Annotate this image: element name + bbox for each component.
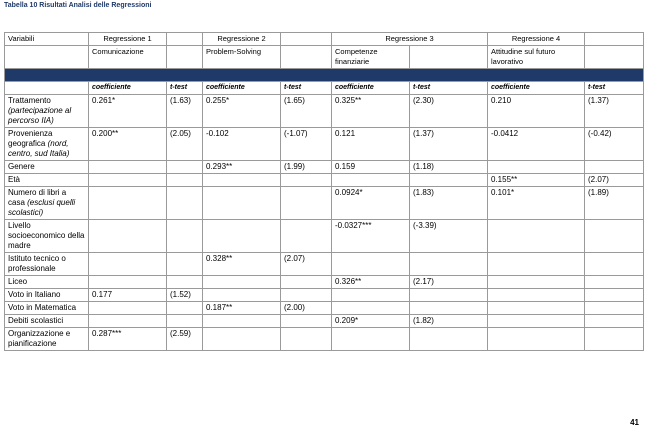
- variable-label: [5, 328, 89, 351]
- t-label-1: t-test: [167, 82, 203, 95]
- t-test-cell: [281, 289, 332, 302]
- t-test-cell: [167, 276, 203, 289]
- reg4-header: Regressione 4: [488, 33, 585, 46]
- table-row: [5, 315, 644, 328]
- coefficient-cell: 0.210: [488, 95, 585, 128]
- table-row: [5, 302, 644, 315]
- t-test-cell: [167, 315, 203, 328]
- variable-label: [5, 95, 89, 128]
- t-test-cell: [281, 315, 332, 328]
- subheader-row: [5, 46, 644, 69]
- coefficient-cell: 0.121: [332, 128, 410, 161]
- coefficient-cell: [332, 174, 410, 187]
- variable-name: Voto in Italiano: [8, 290, 61, 299]
- t-test-cell: (1.89): [585, 187, 644, 220]
- reg1-header: Regressione 1: [89, 33, 167, 46]
- coefficient-cell: [89, 187, 167, 220]
- variable-label: [5, 315, 89, 328]
- t-test-cell: [281, 328, 332, 351]
- coefficient-cell: 0.209*: [332, 315, 410, 328]
- t-test-cell: [167, 220, 203, 253]
- t-test-cell: [281, 187, 332, 220]
- coefficient-cell: [488, 315, 585, 328]
- coefficient-cell: [203, 174, 281, 187]
- table-caption: Tabella 10 Risultati Analisi delle Regressioni: [4, 2, 152, 9]
- coefficient-cell: -0.0412: [488, 128, 585, 161]
- coefficient-cell: [89, 302, 167, 315]
- t-test-cell: (1.37): [585, 95, 644, 128]
- variable-note: (esclusi quelli scolastici): [8, 198, 76, 217]
- t-test-cell: [281, 276, 332, 289]
- variable-label: [5, 276, 89, 289]
- table-row: [5, 220, 644, 253]
- table-row: [5, 276, 644, 289]
- t-test-cell: (-1.07): [281, 128, 332, 161]
- variable-name: Debiti scolastici: [8, 316, 64, 325]
- t-test-cell: (1.99): [281, 161, 332, 174]
- t-test-cell: [585, 302, 644, 315]
- variable-name: Liceo: [8, 277, 28, 286]
- variable-name: Genere: [8, 162, 35, 171]
- t-test-cell: [410, 253, 488, 276]
- t-test-cell: (1.37): [410, 128, 488, 161]
- coefficient-cell: 0.177: [89, 289, 167, 302]
- variable-name: Livello socioeconomico della madre: [8, 221, 85, 250]
- t-test-cell: (-3.39): [410, 220, 488, 253]
- coefficient-cell: 0.200**: [89, 128, 167, 161]
- variable-note: (partecipazione al percorso IIA): [8, 106, 72, 125]
- coef-label-4: coefficiente: [488, 82, 585, 95]
- header-band: [5, 69, 644, 82]
- coefficient-cell: 0.261*: [89, 95, 167, 128]
- table-row: [5, 187, 644, 220]
- t-test-cell: (2.07): [585, 174, 644, 187]
- coefficient-cell: [203, 276, 281, 289]
- variable-note: (nord, centro, sud Italia): [8, 139, 70, 158]
- coefficient-cell: [89, 174, 167, 187]
- t-test-cell: [167, 253, 203, 276]
- coefficient-cell: [89, 253, 167, 276]
- coefficient-cell: [203, 187, 281, 220]
- variable-name: Numero di libri a casa: [8, 188, 67, 207]
- coef-label-2: coefficiente: [203, 82, 281, 95]
- variable-label: [5, 174, 89, 187]
- variable-name: Provenienza geografica: [8, 129, 53, 148]
- t-test-cell: [410, 328, 488, 351]
- coefficient-cell: [203, 315, 281, 328]
- t-test-cell: [585, 315, 644, 328]
- t-label-4: t-test: [585, 82, 644, 95]
- t-test-cell: (-0.42): [585, 128, 644, 161]
- coefficient-cell: [89, 315, 167, 328]
- variable-name: Trattamento: [8, 96, 51, 105]
- t-test-cell: [281, 220, 332, 253]
- table-row: [5, 174, 644, 187]
- reg2-header: Regressione 2: [203, 33, 281, 46]
- t-test-cell: [585, 328, 644, 351]
- coefficient-cell: [332, 253, 410, 276]
- variable-label: [5, 302, 89, 315]
- coefficient-cell: [332, 328, 410, 351]
- t-test-cell: [585, 289, 644, 302]
- variable-label: [5, 220, 89, 253]
- variables-header: Variabili: [5, 33, 89, 46]
- coefficient-cell: [203, 328, 281, 351]
- page-number: 41: [630, 418, 639, 427]
- t-label-2: t-test: [281, 82, 332, 95]
- coefficient-cell: 0.187**: [203, 302, 281, 315]
- coefficient-cell: [488, 289, 585, 302]
- coefficient-cell: [332, 302, 410, 315]
- t-test-cell: (1.82): [410, 315, 488, 328]
- coefficient-cell: [488, 220, 585, 253]
- t-test-cell: [410, 289, 488, 302]
- t-test-cell: (1.65): [281, 95, 332, 128]
- variable-label: [5, 253, 89, 276]
- t-label-3: t-test: [410, 82, 488, 95]
- table-row: [5, 161, 644, 174]
- t-test-cell: (1.63): [167, 95, 203, 128]
- t-test-cell: [585, 253, 644, 276]
- coefficient-cell: [203, 289, 281, 302]
- coefficient-cell: [89, 220, 167, 253]
- t-test-cell: (2.30): [410, 95, 488, 128]
- reg4-subtitle: Attitudine sul futuro lavorativo: [488, 46, 585, 69]
- variable-label: [5, 187, 89, 220]
- coef-label-row: [5, 82, 644, 95]
- t-test-cell: [585, 161, 644, 174]
- coefficient-cell: 0.0924*: [332, 187, 410, 220]
- t-test-cell: [410, 174, 488, 187]
- t-test-cell: [585, 276, 644, 289]
- coefficient-cell: [488, 328, 585, 351]
- t-test-cell: [167, 302, 203, 315]
- coefficient-cell: 0.328**: [203, 253, 281, 276]
- reg1-subtitle: Comunicazione: [89, 46, 167, 69]
- t-test-cell: (2.59): [167, 328, 203, 351]
- coefficient-cell: 0.325**: [332, 95, 410, 128]
- t-test-cell: [167, 187, 203, 220]
- variable-name: Istituto tecnico o professionale: [8, 254, 66, 273]
- coefficient-cell: -0.102: [203, 128, 281, 161]
- variable-label: [5, 161, 89, 174]
- coefficient-cell: [488, 302, 585, 315]
- t-test-cell: (1.83): [410, 187, 488, 220]
- t-test-cell: [585, 220, 644, 253]
- table-row: [5, 328, 644, 351]
- variable-name: Organizzazione e pianificazione: [8, 329, 71, 348]
- t-test-cell: [167, 174, 203, 187]
- reg3-subtitle: Competenze finanziarie: [332, 46, 410, 69]
- regression-table: [4, 32, 644, 351]
- coefficient-cell: [89, 161, 167, 174]
- coefficient-cell: [203, 220, 281, 253]
- t-test-cell: [410, 302, 488, 315]
- coefficient-cell: 0.326**: [332, 276, 410, 289]
- t-test-cell: [167, 161, 203, 174]
- coefficient-cell: [488, 161, 585, 174]
- coefficient-cell: 0.255*: [203, 95, 281, 128]
- coefficient-cell: [488, 276, 585, 289]
- reg2-subtitle: Problem-Solving: [203, 46, 281, 69]
- table-row: [5, 128, 644, 161]
- header-row: [5, 33, 644, 46]
- coef-label-3: coefficiente: [332, 82, 410, 95]
- coefficient-cell: [488, 253, 585, 276]
- coefficient-cell: 0.287***: [89, 328, 167, 351]
- t-test-cell: (2.07): [281, 253, 332, 276]
- table-row: [5, 253, 644, 276]
- reg3-header: Regressione 3: [332, 33, 488, 46]
- variable-label: [5, 289, 89, 302]
- t-test-cell: (2.00): [281, 302, 332, 315]
- coefficient-cell: 0.101*: [488, 187, 585, 220]
- t-test-cell: (2.17): [410, 276, 488, 289]
- t-test-cell: (1.52): [167, 289, 203, 302]
- coef-label-1: coefficiente: [89, 82, 167, 95]
- coefficient-cell: -0.0327***: [332, 220, 410, 253]
- t-test-cell: (1.18): [410, 161, 488, 174]
- variable-name: Voto in Matematica: [8, 303, 77, 312]
- coefficient-cell: 0.293**: [203, 161, 281, 174]
- variable-name: Età: [8, 175, 21, 184]
- variable-label: [5, 128, 89, 161]
- t-test-cell: [281, 174, 332, 187]
- coefficient-cell: [332, 289, 410, 302]
- coefficient-cell: 0.159: [332, 161, 410, 174]
- table-row: [5, 95, 644, 128]
- coefficient-cell: 0.155**: [488, 174, 585, 187]
- coefficient-cell: [89, 276, 167, 289]
- table-row: [5, 289, 644, 302]
- t-test-cell: (2.05): [167, 128, 203, 161]
